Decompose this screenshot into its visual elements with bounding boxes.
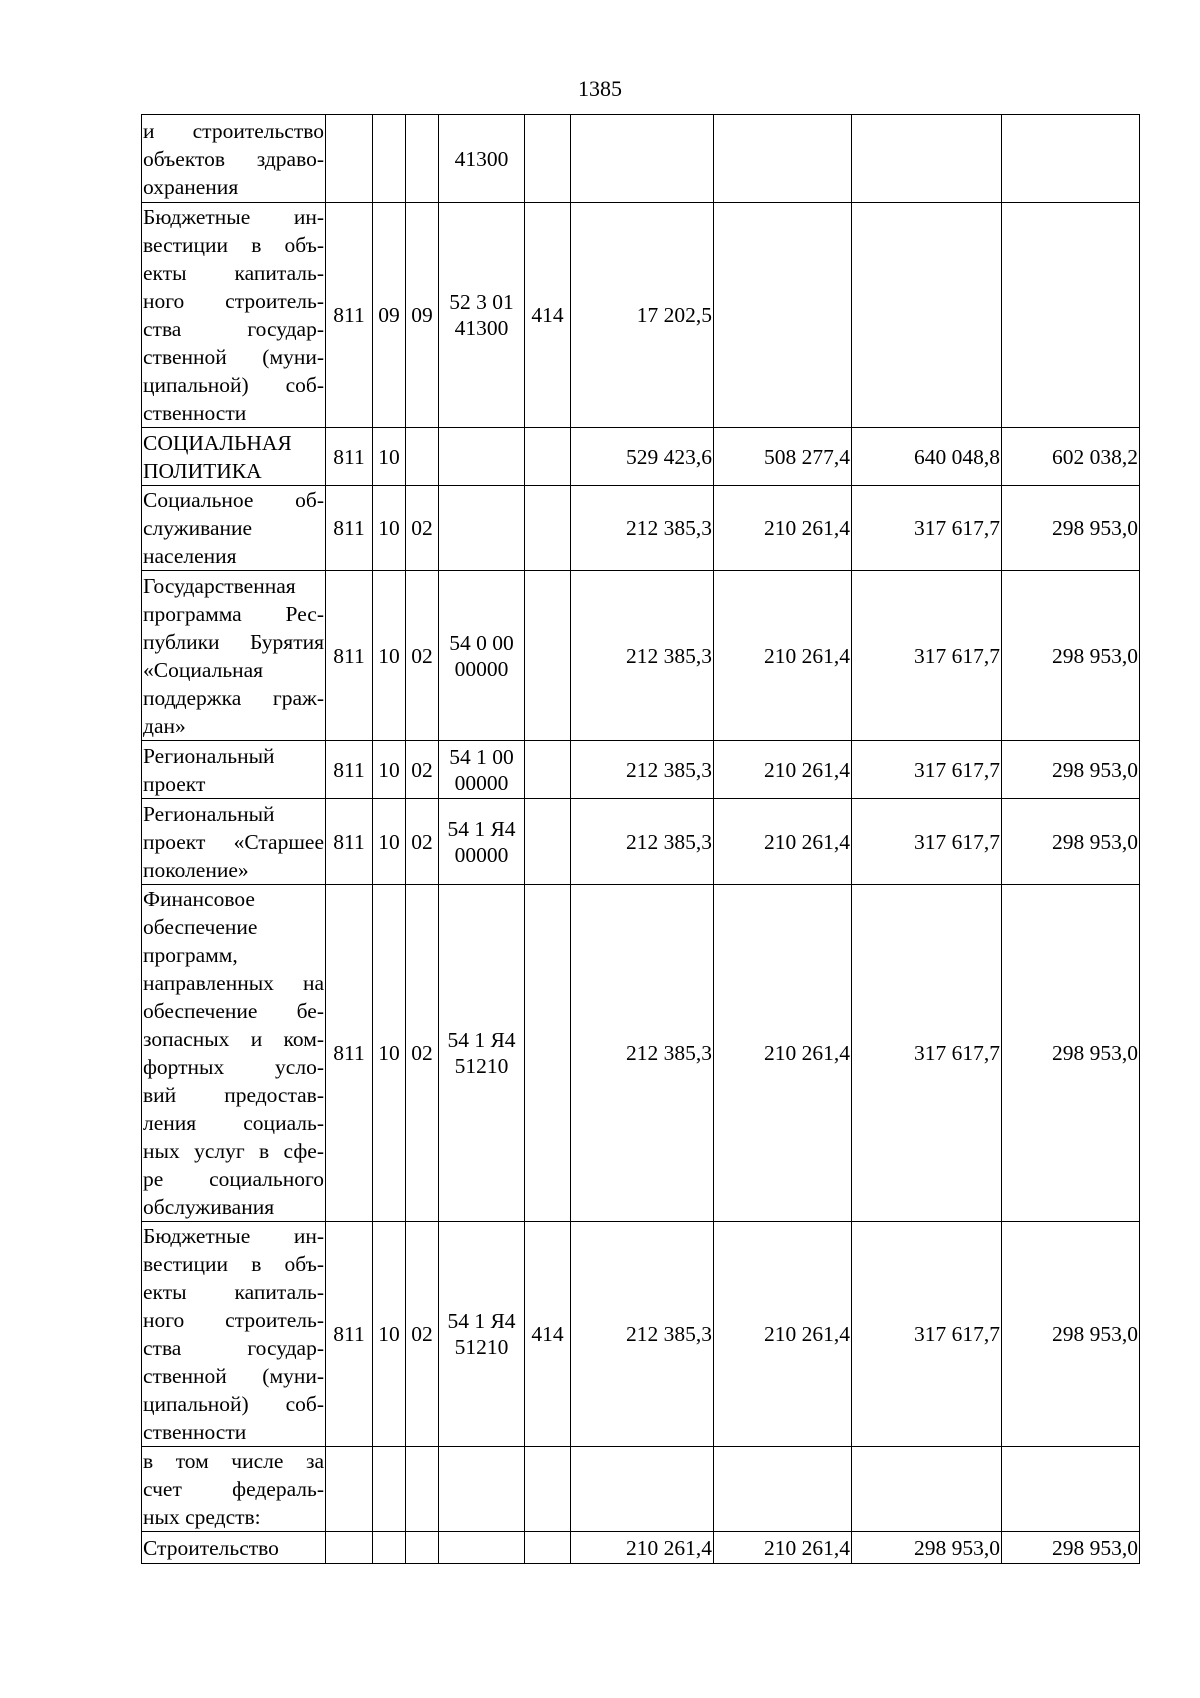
row-name-line: СОЦИАЛЬНАЯ (143, 430, 292, 455)
row-name-cell (142, 1532, 326, 1564)
target-code-line: 00000 (454, 770, 509, 795)
target-code-cell (439, 203, 525, 428)
amount-cell-1: 210 261,4 (571, 1532, 714, 1564)
row-name-line: обеспечение бе- (143, 999, 324, 1023)
amount-cell-3: 317 617,7 (852, 571, 1002, 741)
row-name-line: публики Бурятия (143, 629, 324, 654)
amount-cell-2: 210 261,4 (714, 486, 852, 571)
ministry-cell (326, 1447, 373, 1532)
row-name-line: екты капиталь- (143, 261, 324, 285)
row-name-line: счет федераль- (143, 1477, 324, 1501)
table-row (142, 799, 1140, 885)
section-cell (373, 115, 406, 203)
amount-cell-1 (571, 115, 714, 203)
row-name-line: дан» (143, 713, 186, 738)
row-name-line: ципальной) соб- (143, 373, 324, 397)
target-code-cell (439, 1532, 525, 1564)
row-name-line: Региональный (143, 801, 275, 826)
row-name-cell (142, 428, 326, 486)
amount-cell-4: 298 953,0 (1002, 1532, 1140, 1564)
subsection-cell: 02 (406, 741, 439, 799)
target-code-cell (439, 115, 525, 203)
amount-cell-3 (852, 1447, 1002, 1532)
row-name-line: ства государ- (143, 317, 324, 341)
subsection-cell: 09 (406, 203, 439, 428)
row-name-line: вестиции в объ- (143, 233, 324, 257)
expense-type-cell (525, 1532, 571, 1564)
row-name-cell (142, 885, 326, 1222)
target-code-cell (439, 428, 525, 486)
ministry-cell: 811 (326, 741, 373, 799)
amount-cell-2: 210 261,4 (714, 571, 852, 741)
row-name-line: ственности (143, 1420, 247, 1444)
row-name-cell (142, 799, 326, 885)
row-name-line: фортных усло- (143, 1055, 324, 1079)
row-name-line: обслуживания (143, 1195, 275, 1219)
amount-cell-3: 317 617,7 (852, 1222, 1002, 1447)
amount-cell-3 (852, 115, 1002, 203)
amount-cell-1: 212 385,3 (571, 741, 714, 799)
table-row (142, 1222, 1140, 1447)
section-cell: 10 (373, 799, 406, 885)
row-name-cell (142, 115, 326, 203)
row-name-line: объектов здраво- (143, 146, 324, 171)
row-name-line: программ, (143, 943, 238, 967)
section-cell: 10 (373, 885, 406, 1222)
target-code-line: 54 1 00 (449, 744, 514, 769)
budget-table (141, 114, 1140, 1564)
target-code-cell (439, 1447, 525, 1532)
row-name-line: зопасных и ком- (143, 1027, 324, 1051)
amount-cell-2: 210 261,4 (714, 741, 852, 799)
target-code-line: 00000 (454, 656, 509, 681)
amount-cell-1: 17 202,5 (571, 203, 714, 428)
expense-type-cell (525, 428, 571, 486)
amount-cell-2: 210 261,4 (714, 799, 852, 885)
amount-cell-1: 212 385,3 (571, 571, 714, 741)
row-name-line: ления социаль- (143, 1111, 324, 1135)
row-name-line: Региональный (143, 743, 275, 768)
expense-type-cell (525, 885, 571, 1222)
subsection-cell: 02 (406, 1222, 439, 1447)
subsection-cell: 02 (406, 486, 439, 571)
row-name-cell (142, 1447, 326, 1532)
amount-cell-2 (714, 203, 852, 428)
amount-cell-4: 298 953,0 (1002, 799, 1140, 885)
amount-cell-3: 317 617,7 (852, 885, 1002, 1222)
amount-cell-3: 317 617,7 (852, 486, 1002, 571)
amount-cell-3: 640 048,8 (852, 428, 1002, 486)
row-name-cell (142, 1222, 326, 1447)
amount-cell-3 (852, 203, 1002, 428)
row-name-cell (142, 203, 326, 428)
amount-cell-4: 602 038,2 (1002, 428, 1140, 486)
row-name-line: направленных на (143, 971, 324, 995)
section-cell: 10 (373, 428, 406, 486)
expense-type-cell (525, 486, 571, 571)
row-name-line: екты капиталь- (143, 1280, 324, 1304)
row-name-line: ного строитель- (143, 1308, 324, 1332)
section-cell (373, 1532, 406, 1564)
section-cell: 09 (373, 203, 406, 428)
table-row (142, 885, 1140, 1222)
section-cell: 10 (373, 486, 406, 571)
ministry-cell: 811 (326, 203, 373, 428)
row-name-line: поколение» (143, 857, 249, 882)
target-code-line: 54 1 Я4 (447, 1309, 516, 1333)
row-name-line: «Социальная (143, 657, 264, 682)
row-name-cell (142, 486, 326, 571)
target-code-line: 41300 (454, 146, 509, 171)
row-name-line: ственной (муни- (143, 1364, 324, 1388)
target-code-line: 54 1 Я4 (447, 1028, 516, 1052)
row-name-line: Бюджетные ин- (143, 205, 324, 229)
amount-cell-2: 508 277,4 (714, 428, 852, 486)
row-name-line: вестиции в объ- (143, 1252, 324, 1276)
amount-cell-4 (1002, 1447, 1140, 1532)
amount-cell-2 (714, 115, 852, 203)
expense-type-cell (525, 799, 571, 885)
ministry-cell: 811 (326, 1222, 373, 1447)
target-code-line: 41300 (454, 316, 509, 340)
expense-type-cell (525, 741, 571, 799)
target-code-cell (439, 885, 525, 1222)
amount-cell-3: 317 617,7 (852, 741, 1002, 799)
row-name-line: проект (143, 771, 206, 796)
row-name-line: обеспечение (143, 915, 258, 939)
table-row (142, 1447, 1140, 1532)
section-cell (373, 1447, 406, 1532)
amount-cell-4: 298 953,0 (1002, 486, 1140, 571)
target-code-line: 51210 (454, 1054, 509, 1078)
amount-cell-2 (714, 1447, 852, 1532)
page-number: 1385 (578, 76, 622, 101)
row-name-line: Государственная (143, 573, 296, 598)
expense-type-cell (525, 1447, 571, 1532)
ministry-cell: 811 (326, 799, 373, 885)
row-name-line: проект «Старшее (143, 829, 324, 854)
row-name-line: ре социального (143, 1167, 324, 1191)
amount-cell-1 (571, 1447, 714, 1532)
row-name-line: Бюджетные ин- (143, 1224, 324, 1248)
row-name-line: Финансовое (143, 887, 255, 911)
target-code-cell (439, 486, 525, 571)
subsection-cell: 02 (406, 885, 439, 1222)
amount-cell-3: 317 617,7 (852, 799, 1002, 885)
row-name-line: ных средств: (143, 1505, 261, 1529)
amount-cell-4: 298 953,0 (1002, 571, 1140, 741)
ministry-cell: 811 (326, 486, 373, 571)
section-cell: 10 (373, 1222, 406, 1447)
row-name-line: программа Рес- (143, 601, 324, 626)
amount-cell-1: 212 385,3 (571, 486, 714, 571)
amount-cell-4: 298 953,0 (1002, 1222, 1140, 1447)
expense-type-cell: 414 (525, 1222, 571, 1447)
target-code-cell (439, 571, 525, 741)
expense-type-cell: 414 (525, 203, 571, 428)
ministry-cell: 811 (326, 428, 373, 486)
row-name-line: ного строитель- (143, 289, 324, 313)
table-row (142, 486, 1140, 571)
subsection-cell (406, 115, 439, 203)
table-row (142, 741, 1140, 799)
section-cell: 10 (373, 741, 406, 799)
subsection-cell (406, 1532, 439, 1564)
table-row (142, 428, 1140, 486)
row-name-cell (142, 571, 326, 741)
table-row (142, 115, 1140, 203)
amount-cell-3: 298 953,0 (852, 1532, 1002, 1564)
row-name-line: Строительство (143, 1535, 279, 1560)
amount-cell-4: 298 953,0 (1002, 885, 1140, 1222)
amount-cell-4 (1002, 203, 1140, 428)
ministry-cell (326, 115, 373, 203)
target-code-line: 00000 (454, 842, 509, 867)
amount-cell-2: 210 261,4 (714, 1222, 852, 1447)
expense-type-cell (525, 115, 571, 203)
target-code-line: 54 1 Я4 (447, 816, 516, 841)
subsection-cell (406, 428, 439, 486)
expense-type-cell (525, 571, 571, 741)
ministry-cell (326, 1532, 373, 1564)
row-name-line: поддержка граж- (143, 685, 324, 710)
row-name-line: охранения (143, 174, 239, 199)
row-name-line: Социальное об- (143, 488, 324, 512)
row-name-cell (142, 741, 326, 799)
amount-cell-1: 212 385,3 (571, 1222, 714, 1447)
amount-cell-1: 529 423,6 (571, 428, 714, 486)
amount-cell-2: 210 261,4 (714, 885, 852, 1222)
row-name-line: ципальной) соб- (143, 1392, 324, 1416)
target-code-cell (439, 1222, 525, 1447)
table-row (142, 203, 1140, 428)
amount-cell-4: 298 953,0 (1002, 741, 1140, 799)
row-name-line: ства государ- (143, 1336, 324, 1360)
amount-cell-1: 212 385,3 (571, 885, 714, 1222)
row-name-line: в том числе за (143, 1449, 324, 1473)
target-code-cell (439, 741, 525, 799)
amount-cell-4 (1002, 115, 1140, 203)
target-code-line: 51210 (454, 1335, 509, 1359)
amount-cell-2: 210 261,4 (714, 1532, 852, 1564)
subsection-cell: 02 (406, 571, 439, 741)
target-code-cell (439, 799, 525, 885)
subsection-cell: 02 (406, 799, 439, 885)
row-name-line: населения (143, 544, 237, 568)
ministry-cell: 811 (326, 571, 373, 741)
row-name-line: вий предостав- (143, 1083, 324, 1107)
amount-cell-1: 212 385,3 (571, 799, 714, 885)
row-name-line: ственности (143, 401, 247, 425)
row-name-line: ственной (муни- (143, 345, 324, 369)
ministry-cell: 811 (326, 885, 373, 1222)
target-code-line: 52 3 01 (449, 290, 514, 314)
table-row (142, 1532, 1140, 1564)
subsection-cell (406, 1447, 439, 1532)
row-name-line: ных услуг в сфе- (143, 1139, 324, 1163)
table-row (142, 571, 1140, 741)
row-name-line: служивание (143, 516, 253, 540)
row-name-line: ПОЛИТИКА (143, 458, 262, 483)
section-cell: 10 (373, 571, 406, 741)
row-name-line: и строительство (143, 118, 324, 143)
target-code-line: 54 0 00 (449, 630, 514, 655)
